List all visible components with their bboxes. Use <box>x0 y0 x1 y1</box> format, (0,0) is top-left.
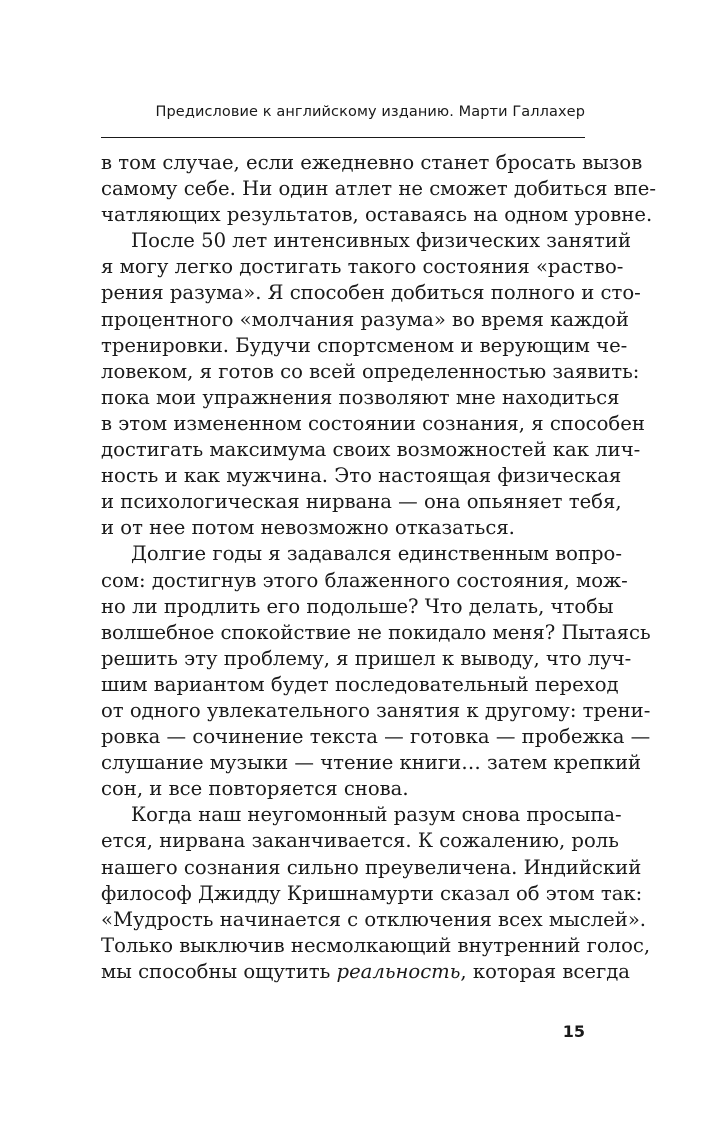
text-line: сом: достигнув этого блаженного состояния, мож- <box>101 568 628 592</box>
text-line: от одного увлекательного занятия к другому: трени- <box>101 698 651 722</box>
text-line: чатляющих результатов, оставаясь на одном уровне. <box>101 203 653 227</box>
text-fragment: мы способны ощутить <box>101 959 337 983</box>
text-line: шим вариантом будет последовательный переход <box>101 672 619 696</box>
text-line: тренировки. Будучи спортсменом и верующим че- <box>101 333 628 357</box>
text-line: Только выключив несмолкающий внутренний голос, <box>101 933 651 957</box>
text-fragment: , которая всегда <box>460 959 630 983</box>
body-text <box>101 150 656 985</box>
text-line: достигать максимума своих возможностей как лич- <box>101 438 641 462</box>
text-line: ровка — сочинение текста — готовка — пробежка — <box>101 725 651 749</box>
text-line: нашего сознания сильно преувеличена. Индийский <box>101 855 642 879</box>
text-line-final <box>101 959 630 985</box>
text-line: процентного «молчания разума» во время каждой <box>101 307 629 331</box>
text-line: ность и как мужчина. Это настоящая физическая <box>101 464 622 488</box>
text-line: но ли продлить его подольше? Что делать, чтобы <box>101 594 614 618</box>
text-line: ловеком, я готов со всей определенностью заявить: <box>101 359 640 383</box>
text-line: я могу легко достигать такого состояния «раство- <box>101 255 624 279</box>
running-header: Предисловие к английскому изданию. Марти Галлахер <box>155 104 585 120</box>
text-line: философ Джидду Кришнамурти сказал об этом так: <box>101 881 643 905</box>
text-line: решить эту проблему, я пришел к выводу, что луч- <box>101 646 632 670</box>
text-line: Когда наш неугомонный разум снова просыпа- <box>131 803 622 827</box>
text-line: в том случае, если ежедневно станет бросать вызов <box>101 151 643 174</box>
text-line: и от нее потом невозможно отказаться. <box>101 516 515 540</box>
text-line: пока мои упражнения позволяют мне находиться <box>101 385 620 409</box>
emphasis-word: реальность <box>336 959 461 983</box>
text-line: самому себе. Ни один атлет не сможет добиться впе- <box>101 177 656 201</box>
text-line: рения разума». Я способен добиться полного и сто- <box>101 281 641 305</box>
text-line: Долгие годы я задавался единственным вопро- <box>131 542 622 566</box>
text-line: волшебное спокойствие не покидало меня? Пытаясь <box>101 620 651 644</box>
text-line: ется, нирвана заканчивается. К сожалению, роль <box>101 829 619 853</box>
text-line: и психологическая нирвана — она опьяняет тебя, <box>101 490 622 514</box>
page-number: 15 <box>562 1022 585 1041</box>
text-line: После 50 лет интенсивных физических занятий <box>131 229 632 253</box>
text-line: в этом измененном состоянии сознания, я способен <box>101 411 645 435</box>
text-line: слушание музыки — чтение книги… затем крепкий <box>101 751 642 775</box>
text-line: сон, и все повторяется снова. <box>101 777 409 801</box>
text-line: «Мудрость начинается с отключения всех мыслей». <box>101 907 647 931</box>
header-rule <box>101 137 585 138</box>
